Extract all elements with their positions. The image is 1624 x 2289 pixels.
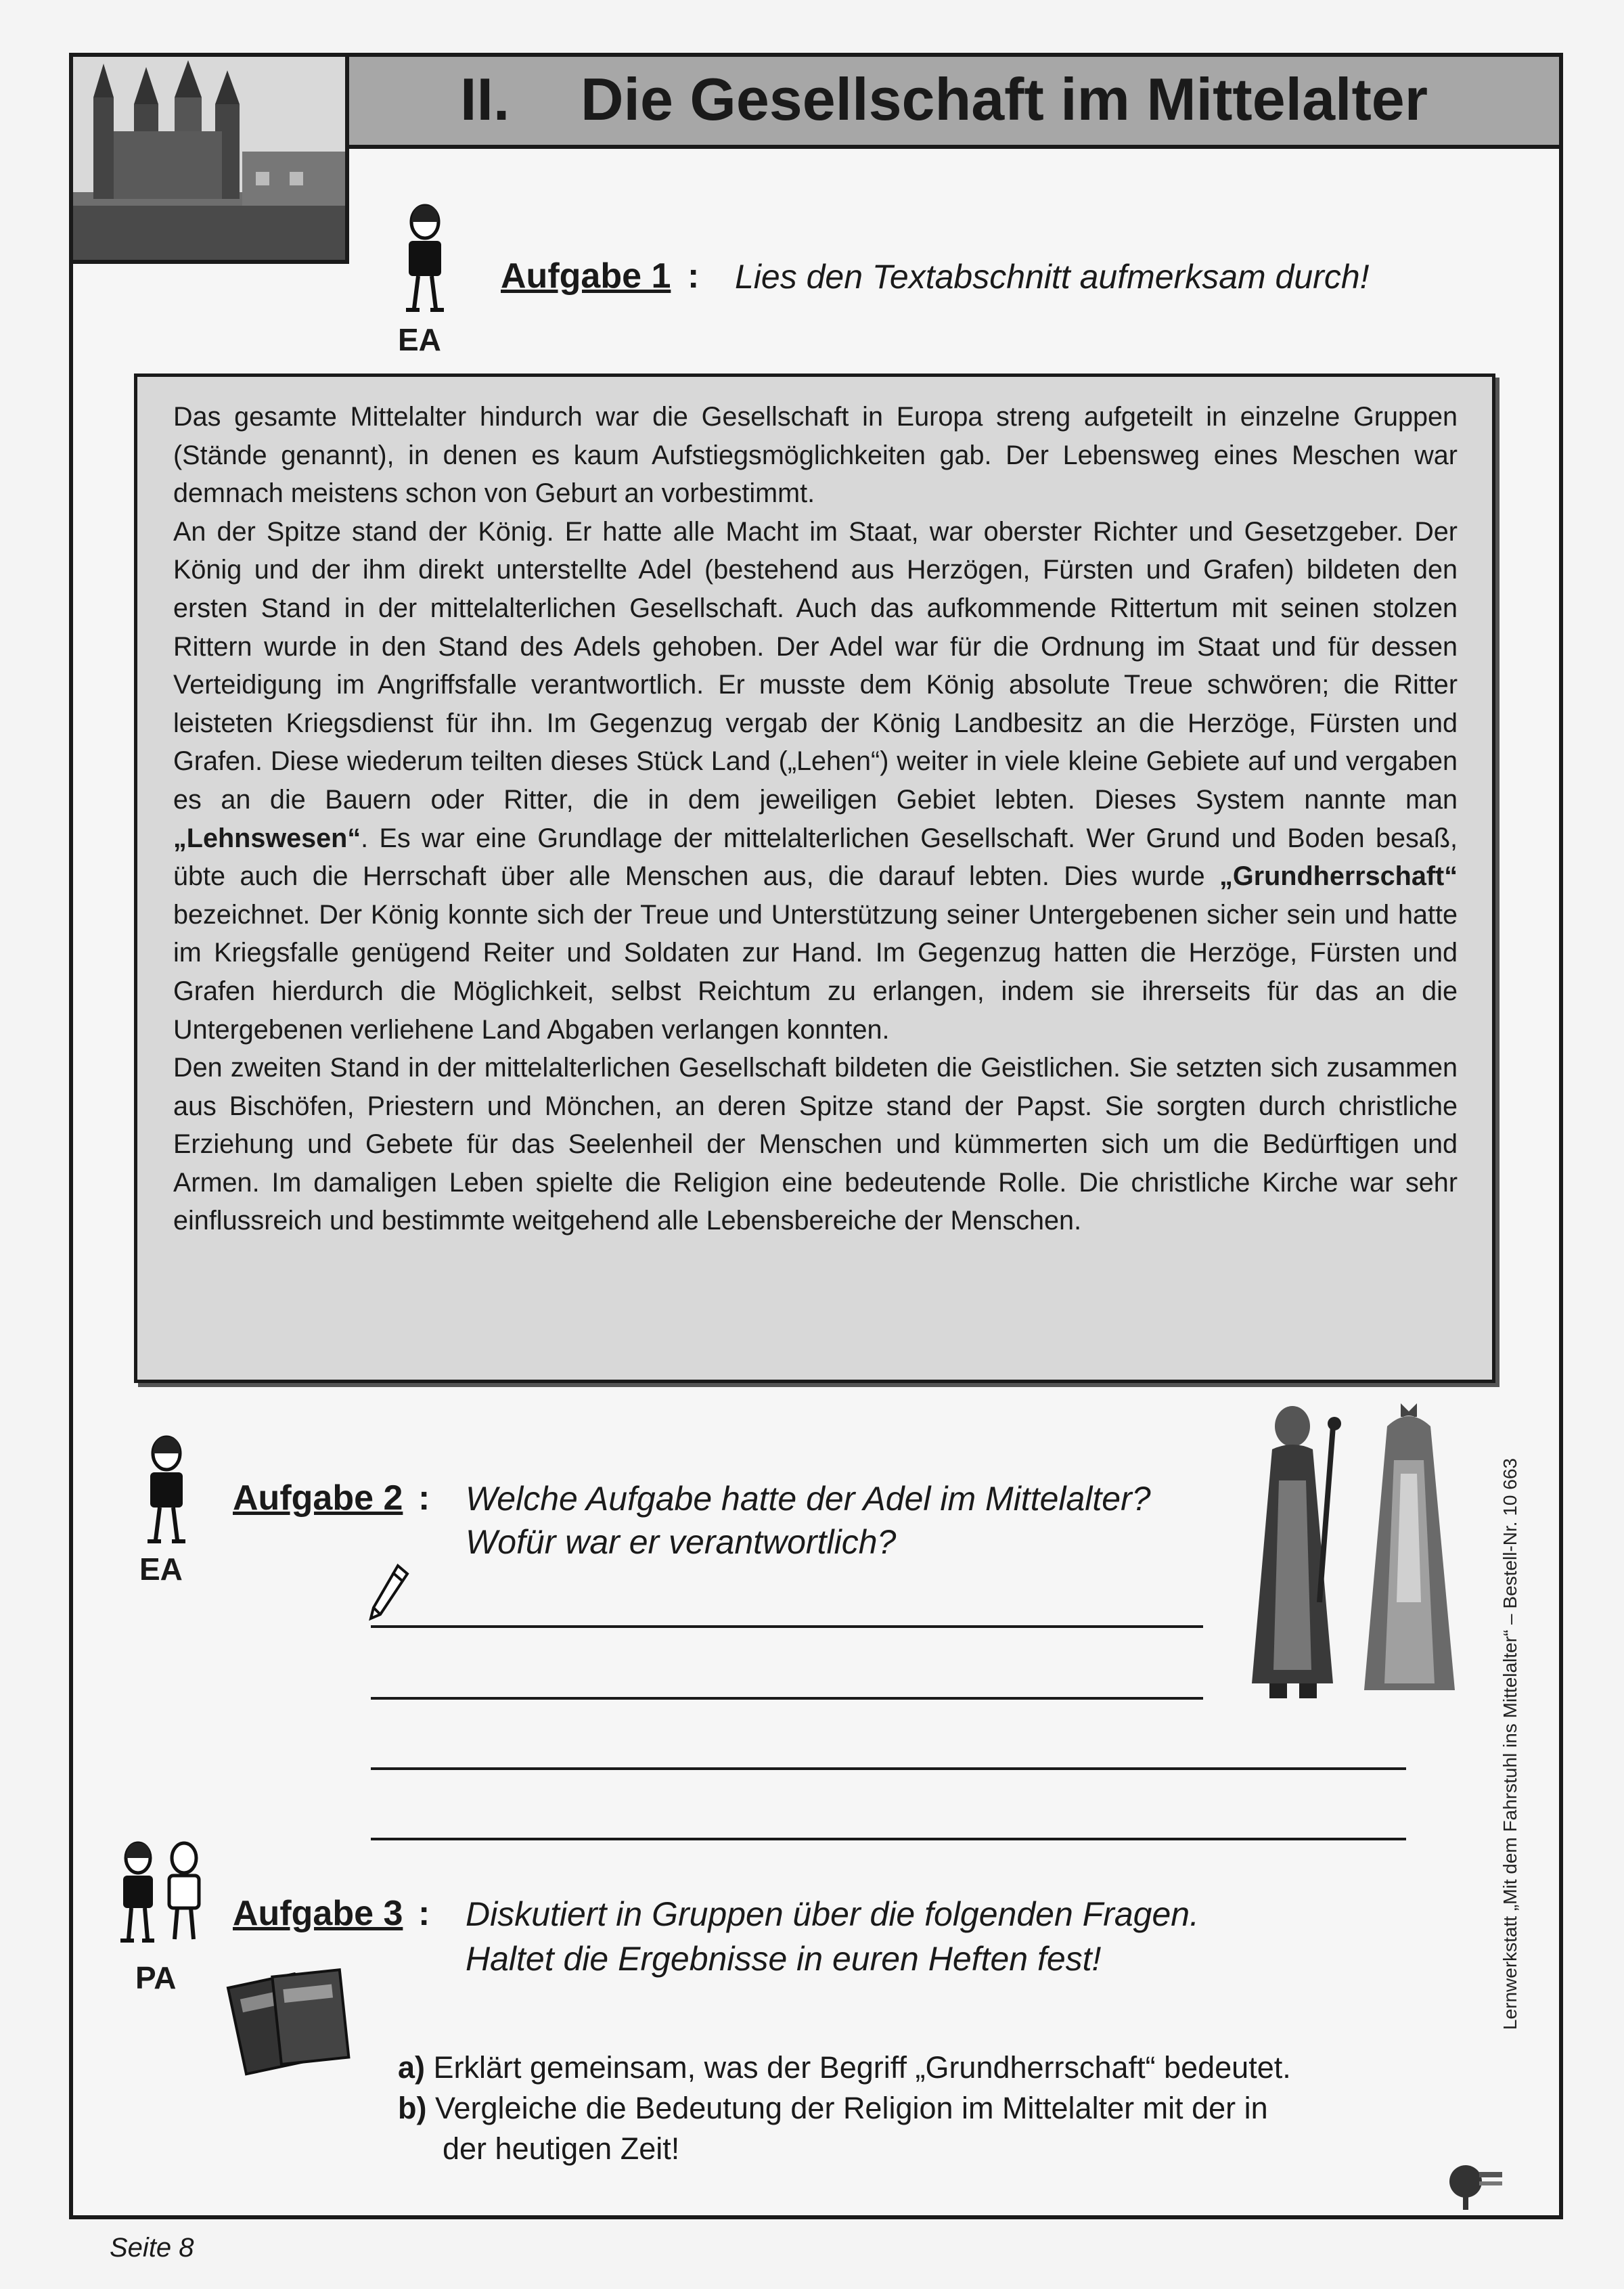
task-2-label: Aufgabe 2 <box>233 1478 403 1518</box>
work-mode-label: PA <box>135 1960 177 1995</box>
page-title: Die Gesellschaft im Mittelalter <box>581 66 1428 133</box>
answer-line[interactable] <box>371 1625 1203 1628</box>
paragraph-1: Das gesamte Mittelalter hindurch war die Gesellschaft in Europa streng aufgeteilt in einzelne Gruppen (Stände genannt), in denen es kaum Aufstiegsmöglichkeiten gab. Der Lebensweg eines Meschen war demnach meistens schon von Geburt an vorbestimmt. <box>173 402 1458 509</box>
cathedral-photo <box>69 53 349 264</box>
pencil-icon <box>365 1563 413 1627</box>
student-figure-icon <box>399 202 451 320</box>
paragraph-3: Den zweiten Stand in der mittelalterlichen Gesellschaft bildeten die Geistlichen. Sie setzten sich zusammen aus Bischöfen, Priestern und Mönchen, an deren Spitze stand der Papst. Sie sorgten durch christliche Erziehung und Gebete für das Seelenheil der Menschen und kümmerten sich um die Bedürftigen und Armen. Im damaligen Leben spielte die Religion eine bedeutende Rolle. Die christliche Kirche war sehr einflussreich und bestimmte weitgehend alle Lebensbereiche der Menschen. <box>173 1053 1458 1236</box>
chapter-number: II. <box>460 66 510 133</box>
task-1-instruction: Lies den Textabschnitt aufmerksam durch! <box>735 258 1370 296</box>
task-2-colon: : <box>418 1478 430 1518</box>
task-1-colon: : <box>687 256 700 296</box>
item-b-key: b) <box>398 2091 427 2125</box>
king-queen-illustration <box>1232 1399 1475 1714</box>
work-mode-label: EA <box>398 322 441 357</box>
task-3-instruction-1: Diskutiert in Gruppen über die folgenden Fragen. <box>466 1895 1199 1933</box>
paragraph-2 <box>173 513 1458 1049</box>
task-3-label: Aufgabe 3 <box>233 1894 403 1933</box>
item-a-key: a) <box>398 2050 426 2085</box>
work-mode-label: EA <box>139 1551 183 1587</box>
page-number: Seite 8 <box>110 2233 194 2263</box>
task-3-instruction-2: Haltet die Ergebnisse in euren Heften fest! <box>466 1940 1102 1978</box>
notebook-icon <box>223 1964 352 2082</box>
task-3-item-b-cont: der heutigen Zeit! <box>443 2131 680 2166</box>
task-2-question-2: Wofür war er verantwortlich? <box>466 1523 897 1561</box>
answer-line[interactable] <box>371 1838 1406 1840</box>
task-1-label: Aufgabe 1 <box>501 256 671 296</box>
side-order-info: Lernwerkstatt „Mit dem Fahrstuhl ins Mittelalter“ – Bestell-Nr. 10 663 <box>1499 1458 1520 2030</box>
task-3-colon: : <box>418 1894 430 1933</box>
task-3-item-a <box>398 2050 1291 2085</box>
paragraph-2-part-2: . Es war eine Grundlage der mittelalterlichen Gesellschaft. Wer Grund und Boden besaß, übte auch die Herrschaft über alle Menschen aus, die darauf lebten. Dies wurde <box>173 823 1458 892</box>
item-a-text: Erklärt gemeinsam, was der Begriff „Grundherrschaft“ bedeutet. <box>425 2050 1291 2085</box>
paragraph-2-part-1: An der Spitze stand der König. Er hatte alle Macht im Staat, war oberster Richter und Gesetzgeber. Der König und der ihm direkt unterstellte Adel (bestehend aus Herzögen, Fürsten und Grafen) bildeten den ersten Stand in der mittelalterlichen Gesellschaft. Auch das aufkommende Rittertum mit seinen stolzen Rittern wurde in den Stand des Adels gehoben. Der Adel war für die Ordnung im Staat und für dessen Verteidigung im Angriffsfalle verantwortlich. Er musste dem König absolute Treue schwören; die Ritter leisteten Kriegsdienst für ihn. Im Gegenzug vergab der König Landbesitz an die Herzöge, Fürsten und Grafen. Diese wiederum teilten dieses Stück Land („Lehen“) weiter in viele kleine Gebiete auf und vergaben es an die Bauern oder Ritter, die in dem jeweiligen Gebiet lebten. Dieses System nannte man <box>173 516 1458 815</box>
student-figure-icon <box>141 1433 192 1551</box>
answer-line[interactable] <box>371 1767 1406 1770</box>
item-b-text: Vergleiche die Bedeutung der Religion im Mittelalter mit der in <box>426 2091 1268 2125</box>
publisher-logo-icon <box>1445 2152 1506 2216</box>
pair-figures-icon <box>114 1839 208 1951</box>
answer-line[interactable] <box>371 1697 1203 1700</box>
task-2-question-1: Welche Aufgabe hatte der Adel im Mittelalter? <box>466 1480 1151 1518</box>
task-3-item-b <box>398 2091 1268 2126</box>
term-grundherrschaft: „Grundherrschaft“ <box>1219 861 1458 892</box>
reading-text <box>173 398 1458 1240</box>
term-lehnswesen: „Lehnswesen“ <box>173 823 361 853</box>
paragraph-2-part-3: bezeichnet. Der König konnte sich der Treue und Unterstützung seiner Untergebenen sicher sein und hatte im Kriegsfalle genügend Reiter und Soldaten zur Hand. Im Gegenzug hatten die Herzöge, Fürsten und Grafen hierdurch die Möglichkeit, selbst Reichtum zu erlangen, indem sie ihrerseits für das an die Untergebenen verliehene Land Abgaben verlangen konnten. <box>173 899 1458 1045</box>
